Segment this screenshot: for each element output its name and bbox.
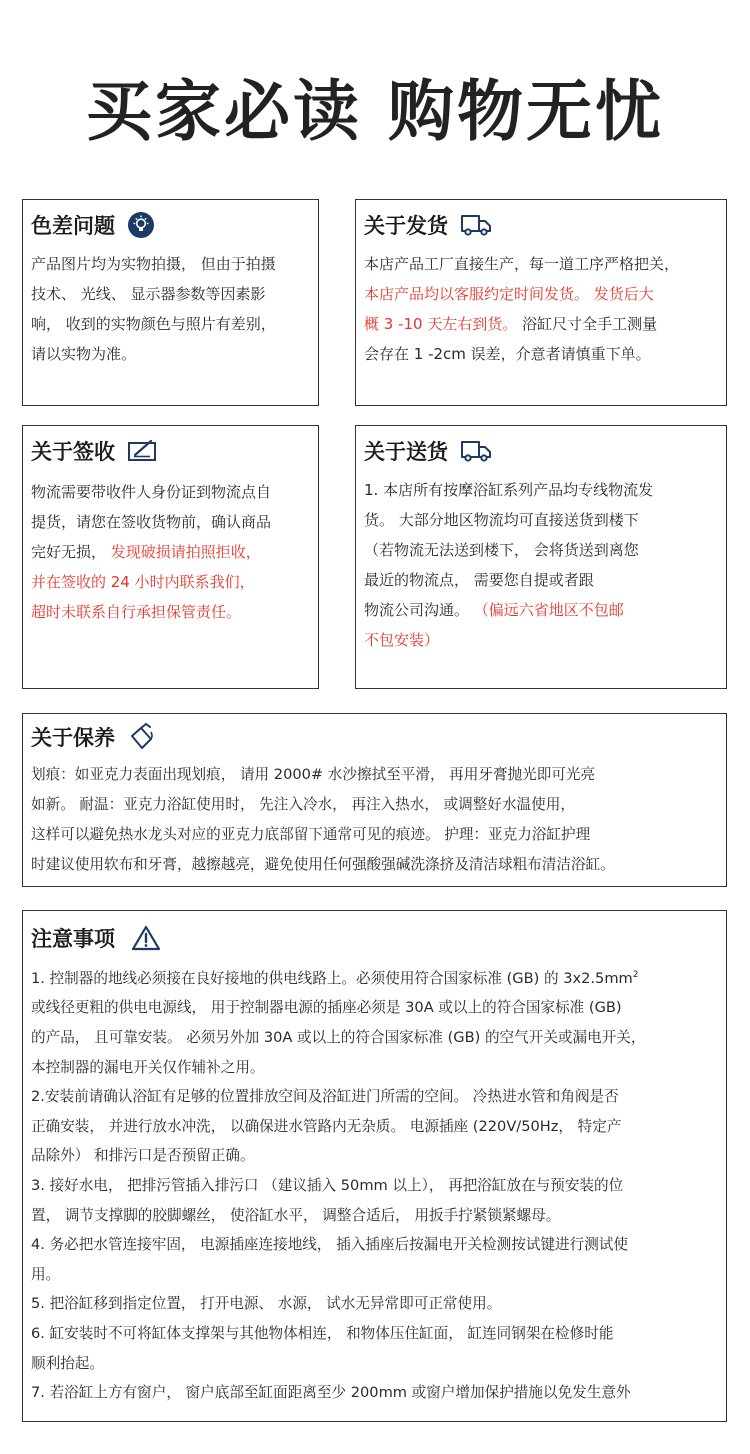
text-line-red: 超时未联系自行承担保管责任。 xyxy=(31,603,242,621)
notes-header xyxy=(31,921,161,955)
maintenance-header xyxy=(31,720,157,754)
text-line-red: 并在签收的 24 小时内联系我们， xyxy=(31,573,255,591)
shipping-text xyxy=(364,249,720,369)
shipping-header xyxy=(364,208,492,242)
text-line: 用。 xyxy=(31,1265,61,1283)
text-red: 发现破损请拍照拒收， xyxy=(106,543,261,561)
text-line: 响， 收到的实物颜色与照片有差别， xyxy=(31,315,276,333)
text-line: 物流需要带收件人身份证到物流点自 xyxy=(31,483,272,501)
text-line: 本控制器的漏电开关仅作辅补之用。 xyxy=(31,1058,265,1076)
spray-bottle-icon xyxy=(127,722,157,752)
receipt-header xyxy=(31,434,159,468)
text-line: （若物流无法送到楼下， 会将货送到离您 xyxy=(364,541,639,559)
text-line: 品除外） 和排污口是否预留正确。 xyxy=(31,1147,255,1165)
text-line: 划痕：如亚克力表面出现划痕， 请用 2000# 水沙擦拭至平滑， 再用牙膏抛光即可光亮 xyxy=(31,766,596,783)
receipt-title: 关于签收 xyxy=(31,440,115,464)
notes-title: 注意事项 xyxy=(31,927,115,951)
color-diff-section xyxy=(22,199,319,406)
text-line: 置， 调节支撑脚的胶脚螺丝， 使浴缸水平， 调整合适后， 用扳手拧紧锁紧螺母。 xyxy=(31,1206,561,1224)
color-diff-header xyxy=(31,208,155,242)
text-line xyxy=(31,961,720,993)
text-line: 会存在 1 -2cm 误差，介意者请慎重下单。 xyxy=(364,345,651,363)
text-line: 如新。 耐温：亚克力浴缸使用时， 先注入冷水， 再注入热水， 或调整好水温使用， xyxy=(31,796,575,813)
text-line-red: 不包安装） xyxy=(364,631,440,649)
text-red: 概 3 -10 天左右到货。 xyxy=(364,315,518,333)
text: 1. 控制器的地线必须接在良好接地的供电线路上。必须使用符合国家标准 (GB) 的 3x2.5mm xyxy=(31,969,633,987)
lightbulb-icon xyxy=(127,211,155,239)
text-line: 技术、 光线、 显示器参数等因素影 xyxy=(31,285,266,303)
text-line: 最近的物流点， 需要您自提或者跟 xyxy=(364,571,594,589)
text: 浴缸尺寸全手工测量 xyxy=(517,315,658,333)
maintenance-title: 关于保养 xyxy=(31,726,115,750)
text-line: 产品图片均为实物拍摄， 但由于拍摄 xyxy=(31,255,276,273)
page-title: 买家必读 购物无忧 xyxy=(86,73,664,150)
text-line: 本店产品工厂直接生产，每一道工序严格把关， xyxy=(364,255,680,273)
text-line xyxy=(364,309,720,339)
warning-icon xyxy=(131,924,161,952)
color-diff-title: 色差问题 xyxy=(31,214,115,238)
delivery-text xyxy=(364,475,720,655)
maintenance-section xyxy=(22,713,727,887)
shipping-title: 关于发货 xyxy=(364,214,448,238)
superscript: 2 xyxy=(632,970,639,980)
text-line: 顺利抬起。 xyxy=(31,1354,104,1372)
text-line: 或线径更粗的供电电源线， 用于控制器电源的插座必须是 30A 或以上的符合国家标准 (GB) xyxy=(31,999,622,1017)
text-line: 货。 大部分地区物流均可直接送货到楼下 xyxy=(364,511,639,529)
text-line: 提货，请您在签收货物前，确认商品 xyxy=(31,513,272,531)
text-line: 这样可以避免热水龙头对应的亚克力底部留下通常可见的痕迹。 护理：亚克力浴缸护理 xyxy=(31,826,591,843)
delivery-header xyxy=(364,434,492,468)
text-line: 正确安装， 并进行放水冲洗， 以确保进水管路内无杂质。 电源插座 (220V/50Hz， 特定产 xyxy=(31,1117,622,1135)
color-diff-text xyxy=(31,249,312,369)
text-line-red: 本店产品均以客服约定时间发货。 发货后大 xyxy=(364,285,654,303)
notes-text xyxy=(31,961,720,1408)
truck-icon xyxy=(460,212,492,238)
text-line: 时建议使用软布和牙膏，越擦越亮，避免使用任何强酸强碱洗涤挤及清洁球粗布清洁浴缸。 xyxy=(31,856,615,873)
text-line: 4. 务必把水管连接牢固， 电源插座连接地线， 插入插座后按漏电开关检测按试键进行测试使 xyxy=(31,1236,629,1254)
text-line xyxy=(364,595,720,625)
text-line: 1. 本店所有按摩浴缸系列产品均专线物流发 xyxy=(364,481,654,499)
delivery-title: 关于送货 xyxy=(364,440,448,464)
text-line: 3. 接好水电， 把排污管插入排污口 （建议插入 50mm 以上）， 再把浴缸放在与预安装的位 xyxy=(31,1177,624,1195)
text-line: 7. 若浴缸上方有窗户， 窗户底部至缸面距离至少 200mm 或窗户增加保护措施以免发生意外 xyxy=(31,1384,631,1402)
receipt-text xyxy=(31,477,312,627)
truck-icon xyxy=(460,438,492,464)
text-line: 6. 缸安装时不可将缸体支撑架与其他物体相连， 和物体压住缸面， 缸连同钢架在检修时能 xyxy=(31,1324,614,1342)
text-line: 2.安装前请确认浴缸有足够的位置排放空间及浴缸进门所需的空间。 冷热进水管和角阀是否 xyxy=(31,1088,619,1106)
text-line: 请以实物为准。 xyxy=(31,345,137,363)
text: 物流公司沟通。 xyxy=(364,601,470,619)
text-line: 5. 把浴缸移到指定位置， 打开电源、 水源， 试水无异常即可正常使用。 xyxy=(31,1295,502,1313)
text: 完好无损， xyxy=(31,543,107,561)
maintenance-text xyxy=(31,760,720,880)
notes-section xyxy=(22,910,727,1422)
text-line: 的产品， 且可靠安装。 必须另外加 30A 或以上的符合国家标准 (GB) 的空气开关或漏电开关， xyxy=(31,1029,646,1047)
text-red: （偏远六省地区不包邮 xyxy=(469,601,624,619)
signature-icon xyxy=(127,438,159,464)
shipping-section xyxy=(355,199,727,406)
receipt-section xyxy=(22,425,319,689)
delivery-section xyxy=(355,425,727,689)
text-line xyxy=(31,537,312,567)
